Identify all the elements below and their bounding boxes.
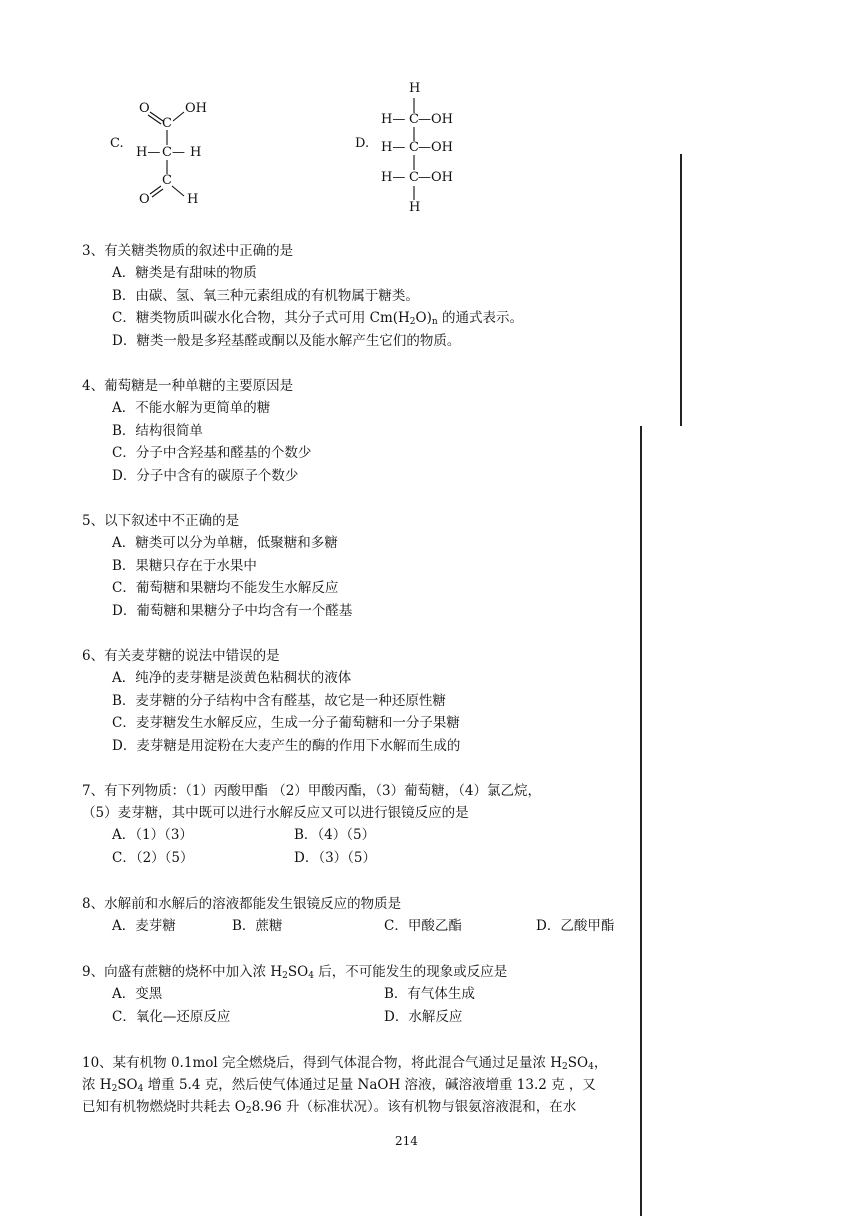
question-4-option-a: A．不能水解为更简单的糖 bbox=[112, 400, 271, 416]
question-4-option-d: D．分子中含有的碳原子个数少 bbox=[112, 467, 299, 484]
row1-c: C bbox=[409, 112, 419, 127]
question-6-stem: 6、有关麦芽糖的说法中错误的是 bbox=[82, 648, 280, 664]
structure-c-label: C. bbox=[110, 136, 124, 151]
question-6-option-b: B．麦芽糖的分子结构中含有醛基，故它是一种还原性糖 bbox=[112, 692, 446, 709]
question-7-option-d: D．（3）（5） bbox=[294, 849, 377, 866]
atom-o-bottom: O bbox=[139, 192, 150, 207]
atom-h-right: H bbox=[190, 145, 202, 160]
question-3-option-a: A．糖类是有甜味的物质 bbox=[112, 265, 257, 281]
question-6-option-a: A．纯净的麦芽糖是淡黄色粘稠状的液体 bbox=[112, 670, 352, 686]
atom-h-bottom-d: H bbox=[409, 200, 421, 215]
question-9-option-d: D．水解反应 bbox=[384, 1008, 463, 1025]
atom-h-left: H— bbox=[136, 145, 161, 160]
atom-c3: C bbox=[162, 173, 172, 188]
question-6-option-c: C．麦芽糖发生水解反应，生成一分子葡萄糖和一分子果糖 bbox=[112, 715, 460, 731]
question-5-option-b: B．果糖只存在于水果中 bbox=[112, 557, 257, 574]
question-9-option-b: B．有气体生成 bbox=[384, 986, 475, 1002]
question-8-options bbox=[82, 915, 642, 938]
question-9-option-a: A．变黑 bbox=[112, 986, 163, 1002]
question-9-options-row1 bbox=[82, 983, 642, 1006]
question-6-option-d: D．麦芽糖是用淀粉在大麦产生的酶的作用下水解而生成的 bbox=[112, 737, 461, 754]
atom-c2: C— bbox=[162, 145, 185, 160]
question-4-option-c: C．分子中含羟基和醛基的个数少 bbox=[112, 445, 312, 461]
question-9 bbox=[82, 961, 642, 1028]
atom-oh: OH bbox=[185, 101, 207, 116]
question-6 bbox=[82, 645, 642, 757]
question-8-option-c: C．甲酸乙酯 bbox=[384, 918, 462, 934]
question-3-option-b: B．由碳、氢、氧三种元素组成的有机物属于糖类。 bbox=[112, 287, 419, 304]
question-7-option-b: B．（4）（5） bbox=[294, 827, 376, 843]
row3-oh: —OH bbox=[418, 170, 453, 185]
question-3-option-c: C．糖类物质叫碳水化合物，其分子式可用 $Cm(H_2O)_n$ 的通式表示。 bbox=[112, 310, 523, 327]
question-10-line1: 10、某有机物 0.1mol 完全燃烧后，得到气体混合物，将此混合气通过足量浓 $H_2SO_4$， bbox=[82, 1055, 608, 1072]
question-7-options-row2 bbox=[82, 847, 642, 870]
atom-h-top: H bbox=[409, 81, 421, 96]
question-10-line2: 浓 $H_2SO_4$ 增重 5.4 克，然后使气体通过足量 NaOH 溶液，碱溶液增重 13.2 克 ，又 bbox=[82, 1077, 596, 1094]
row1-oh: —OH bbox=[418, 112, 453, 127]
row2-h: H— bbox=[381, 140, 406, 155]
question-5-stem: 5、以下叙述中不正确的是 bbox=[82, 513, 240, 529]
row3-c: C bbox=[409, 170, 419, 185]
question-8-option-b: B．蔗糖 bbox=[232, 918, 283, 934]
question-4-stem: 4、葡萄糖是一种单糖的主要原因是 bbox=[82, 378, 294, 394]
question-7-stem-line1: 7、有下列物质：（1）丙酸甲酯 （2）甲酸丙酯，（3）葡萄糖，（4）氯乙烷， bbox=[82, 783, 541, 799]
question-7-option-c: C．（2）（5） bbox=[112, 849, 194, 866]
structure-d-label: D. bbox=[355, 136, 370, 151]
row3-h: H— bbox=[381, 170, 406, 185]
question-7-option-a: A．（1）（3） bbox=[112, 827, 193, 843]
question-3-stem: 3、有关糖类物质的叙述中正确的是 bbox=[82, 243, 294, 259]
atom-h-bottom: H bbox=[187, 192, 199, 207]
page-number: 214 bbox=[395, 1134, 418, 1148]
question-8-option-a: A．麦芽糖 bbox=[112, 918, 176, 934]
question-5 bbox=[82, 510, 642, 622]
atom-c1: C bbox=[162, 116, 172, 131]
question-5-option-c: C．葡萄糖和果糖均不能发生水解反应 bbox=[112, 580, 339, 596]
row2-oh: —OH bbox=[418, 140, 453, 155]
question-7-stem-line2: （5）麦芽糖，其中既可以进行水解反应又可以进行银镜反应的是 bbox=[82, 805, 469, 821]
atom-o-top: O bbox=[139, 101, 150, 116]
question-10 bbox=[82, 1052, 634, 1118]
row1-h: H— bbox=[381, 112, 406, 127]
question-5-option-a: A．糖类可以分为单糖，低聚糖和多糖 bbox=[112, 535, 338, 551]
question-4-option-b: B．结构很简单 bbox=[112, 422, 203, 439]
question-10-line3: 已知有机物燃烧时共耗去 $O_28.96$ 升（标准状况）。该有机物与银氨溶液混和，在水 bbox=[82, 1099, 577, 1116]
question-9-option-c: C．氧化—还原反应 bbox=[112, 1008, 231, 1025]
question-9-stem: 9、向盛有蔗糖的烧杯中加入浓 $H_2SO_4$ 后，不可能发生的现象或反应是 bbox=[82, 964, 508, 981]
row2-c: C bbox=[409, 140, 419, 155]
question-8-stem: 8、水解前和水解后的溶液都能发生银镜反应的物质是 bbox=[82, 896, 402, 912]
question-4 bbox=[82, 375, 642, 487]
question-7 bbox=[82, 780, 642, 869]
question-9-options-row2 bbox=[82, 1006, 642, 1029]
question-8-option-d: D．乙酸甲酯 bbox=[536, 918, 615, 934]
question-7-options-row1 bbox=[82, 824, 642, 847]
question-5-option-d: D．葡萄糖和果糖分子中均含有一个醛基 bbox=[112, 602, 353, 619]
question-3-option-d: D．糖类一般是多羟基醛或酮以及能水解产生它们的物质。 bbox=[112, 332, 461, 349]
question-3 bbox=[82, 240, 642, 352]
question-8 bbox=[82, 893, 642, 938]
